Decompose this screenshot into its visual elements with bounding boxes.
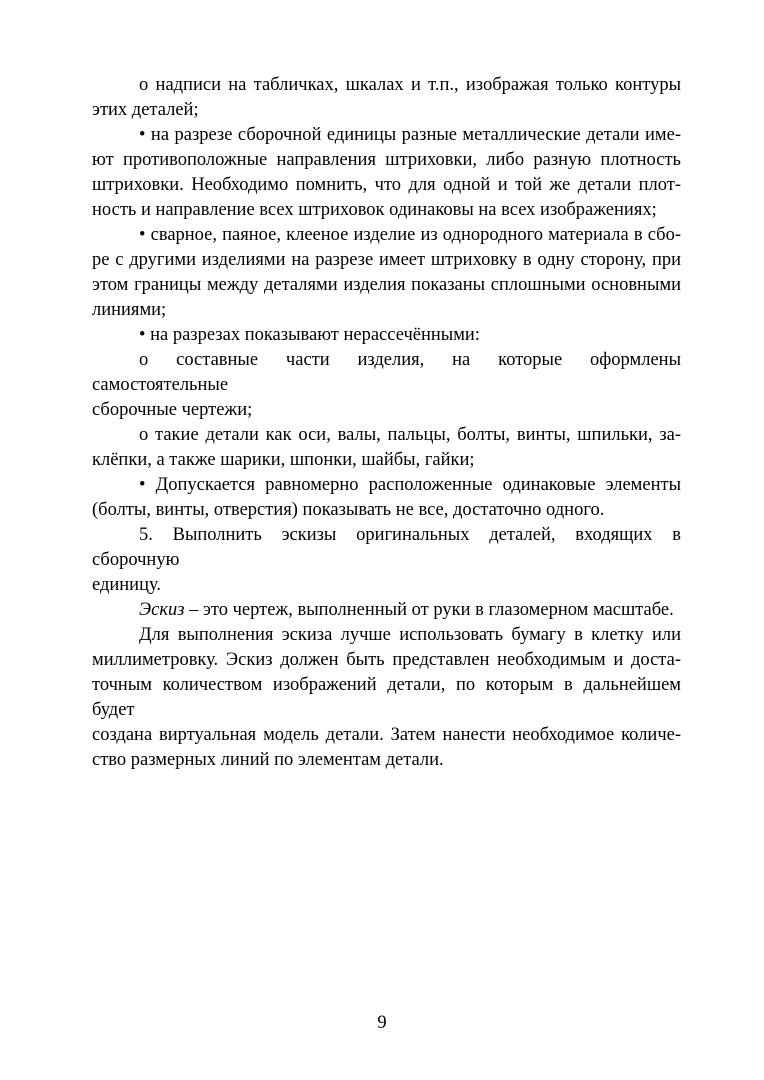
text-segment: штриховки. Необходимо помнить, что для одной и той же детали плот- bbox=[92, 175, 681, 195]
paragraph bbox=[92, 348, 681, 423]
paragraph bbox=[92, 523, 681, 598]
text-segment: – это чертеж, выполненный от руки в глазомерном масштабе. bbox=[184, 600, 674, 620]
text-segment: сборочные чертежи; bbox=[92, 400, 253, 420]
italic-text: Эскиз bbox=[139, 600, 185, 620]
text-line bbox=[92, 748, 681, 773]
text-segment: • Допускается равномерно расположенные одинаковые элементы bbox=[139, 475, 681, 495]
text-line bbox=[92, 198, 681, 223]
text-line bbox=[92, 648, 681, 673]
text-line bbox=[92, 123, 681, 148]
text-segment: ют противоположные направления штриховки, либо разную плотность bbox=[92, 150, 681, 170]
text-segment: • на разрезах показывают нерассечёнными: bbox=[139, 325, 480, 345]
text-line bbox=[92, 323, 681, 348]
text-segment: (болты, винты, отверстия) показывать не все, достаточно одного. bbox=[92, 500, 605, 520]
document-body bbox=[92, 73, 681, 773]
text-segment: 5. Выполнить эскизы оригинальных деталей, входящих в сборочную bbox=[92, 525, 681, 570]
page-number: 9 bbox=[377, 1013, 387, 1033]
text-segment: • на разрезе сборочной единицы разные металлические детали име- bbox=[139, 125, 681, 145]
text-segment: ность и направление всех штриховок одинаковы на всех изображениях; bbox=[92, 200, 657, 220]
text-line bbox=[92, 598, 681, 623]
text-segment: этом границы между деталями изделия показаны сплошными основными bbox=[92, 275, 681, 295]
paragraph bbox=[92, 423, 681, 473]
text-line bbox=[92, 248, 681, 273]
text-segment: создана виртуальная модель детали. Затем нанести необходимое количе- bbox=[92, 725, 681, 745]
text-segment: точным количеством изображений детали, по которым в дальнейшем будет bbox=[92, 675, 681, 720]
text-line bbox=[92, 298, 681, 323]
text-segment: единицу. bbox=[92, 575, 162, 595]
text-line bbox=[92, 398, 681, 423]
text-line bbox=[92, 448, 681, 473]
text-segment: o такие детали как оси, валы, пальцы, болты, винты, шпильки, за- bbox=[139, 425, 681, 445]
text-line bbox=[92, 73, 681, 98]
text-segment: o составные части изделия, на которые оформлены самостоятельные bbox=[92, 350, 681, 395]
text-segment: Для выполнения эскиза лучше использовать бумагу в клетку или bbox=[139, 625, 681, 645]
text-segment: ство размерных линий по элементам детали. bbox=[92, 750, 444, 770]
text-line bbox=[92, 623, 681, 648]
text-segment: миллиметровку. Эскиз должен быть представлен необходимым и доста- bbox=[92, 650, 681, 670]
text-line bbox=[92, 173, 681, 198]
text-line bbox=[92, 523, 681, 573]
text-line bbox=[92, 223, 681, 248]
text-line bbox=[92, 723, 681, 748]
text-line bbox=[92, 148, 681, 173]
text-segment: линиями; bbox=[92, 300, 167, 320]
text-line bbox=[92, 498, 681, 523]
paragraph bbox=[92, 598, 681, 623]
text-segment: ре с другими изделиями на разрезе имеет штриховку в одну сторону, при bbox=[92, 250, 681, 270]
text-line bbox=[92, 98, 681, 123]
text-line bbox=[92, 573, 681, 598]
paragraph bbox=[92, 323, 681, 348]
text-line bbox=[92, 423, 681, 448]
paragraph bbox=[92, 623, 681, 773]
text-segment: • сварное, паяное, клееное изделие из однородного материала в сбо- bbox=[139, 225, 681, 245]
paragraph bbox=[92, 223, 681, 323]
paragraph bbox=[92, 123, 681, 223]
text-line bbox=[92, 673, 681, 723]
paragraph bbox=[92, 73, 681, 123]
text-segment: этих деталей; bbox=[92, 100, 199, 120]
text-line bbox=[92, 273, 681, 298]
text-line bbox=[92, 348, 681, 398]
text-segment: клёпки, а также шарики, шпонки, шайбы, гайки; bbox=[92, 450, 475, 470]
text-segment: o надписи на табличках, шкалах и т.п., изображая только контуры bbox=[139, 75, 681, 95]
text-line bbox=[92, 473, 681, 498]
paragraph bbox=[92, 473, 681, 523]
